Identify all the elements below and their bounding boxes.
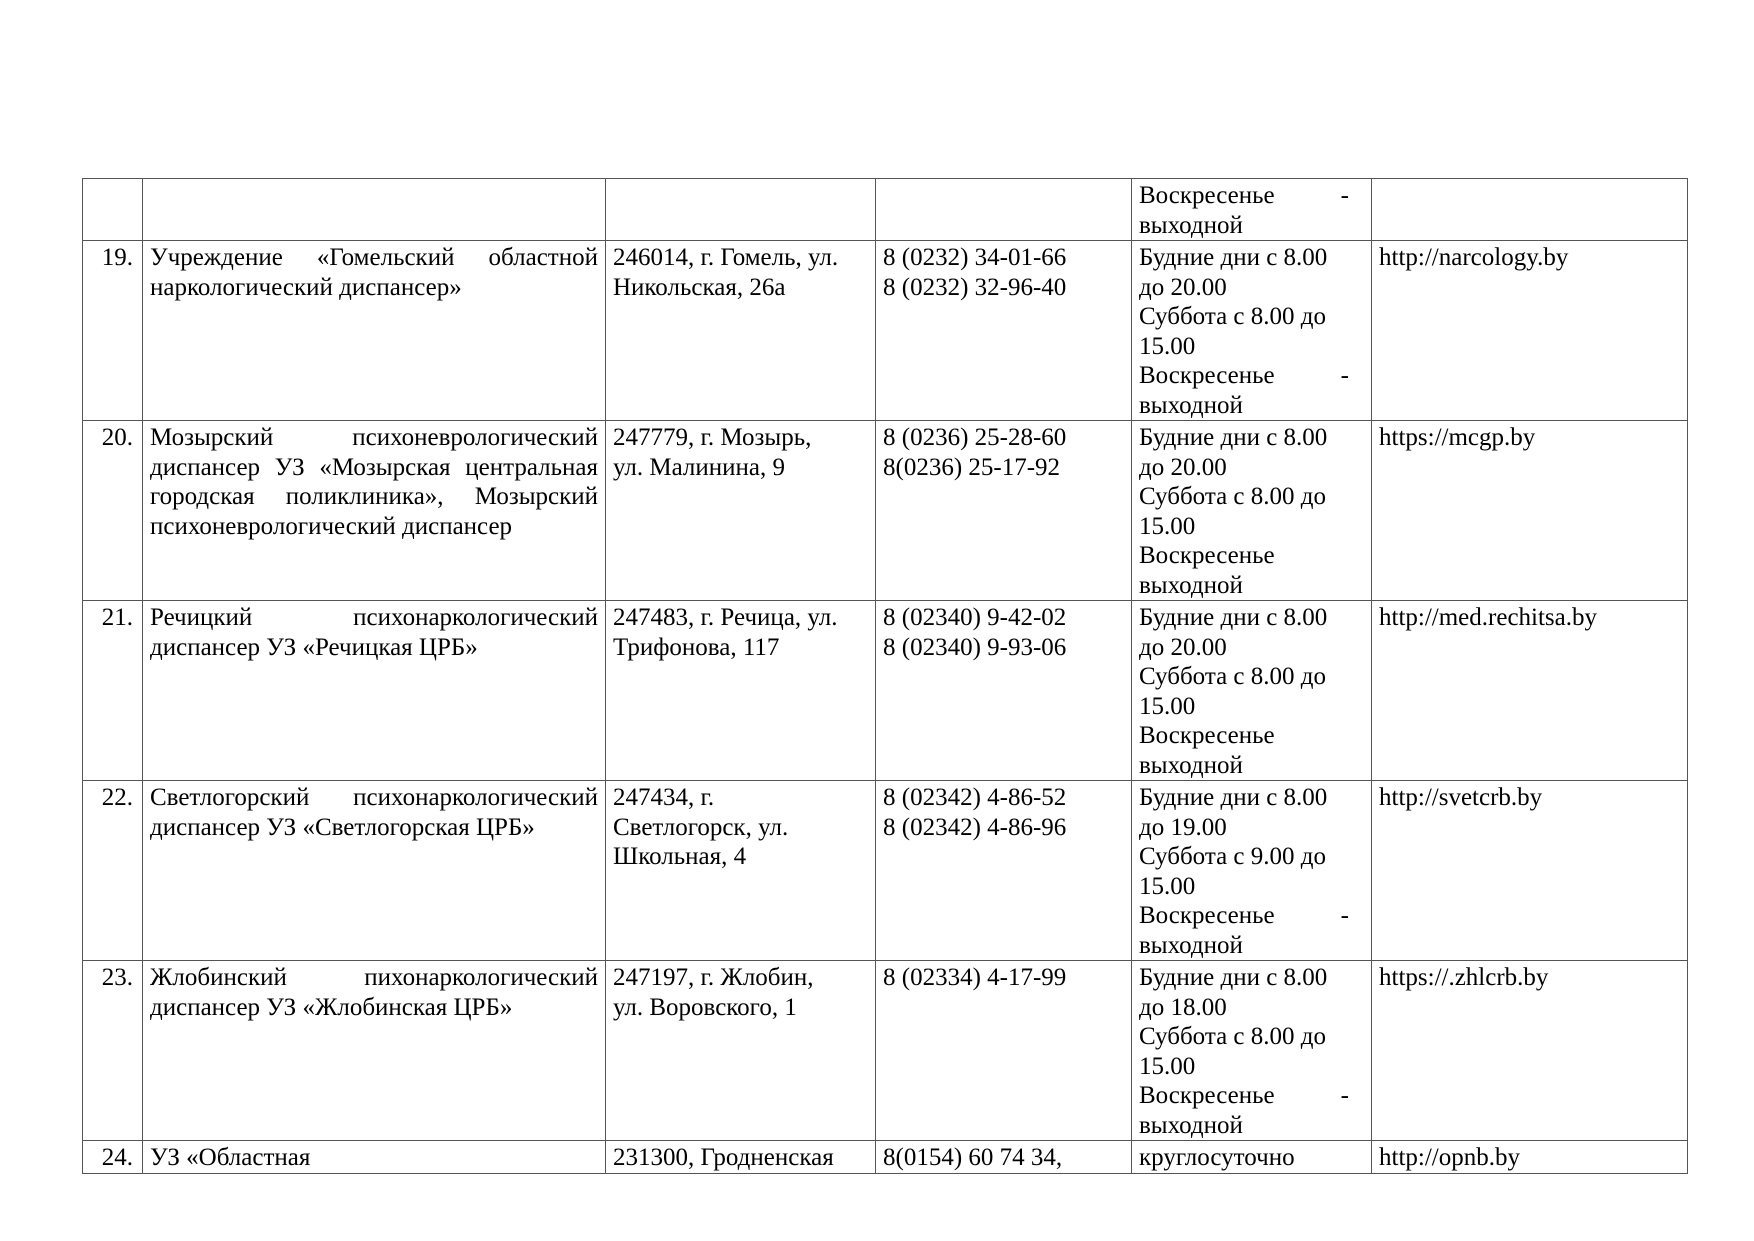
organization-name: Светлогорский психонаркологический диспансер УЗ «Светлогорская ЦРБ» xyxy=(150,784,598,841)
row-number: 20. xyxy=(101,424,133,451)
address-cell xyxy=(606,781,876,961)
phone-number: 8 (02342) 4-86-96 xyxy=(883,813,1067,841)
table-body xyxy=(83,179,1688,1174)
row-number: 22. xyxy=(101,784,133,811)
row-number: 21. xyxy=(101,604,133,631)
table-row xyxy=(83,241,1688,421)
table-row xyxy=(83,601,1688,781)
working-hours-cell xyxy=(1132,601,1372,781)
working-hours-line: выходной xyxy=(1139,931,1243,959)
working-hours-line: 15.00 xyxy=(1139,512,1196,540)
address-line: ул. Малинина, 9 xyxy=(613,453,786,481)
website-link[interactable]: http://narcology.by xyxy=(1379,244,1569,271)
organization-name-cell xyxy=(143,421,606,601)
phones-cell xyxy=(876,421,1132,601)
working-hours-line: круглосуточно xyxy=(1139,1144,1295,1171)
working-hours-line: Будние дни с 8.00 xyxy=(1139,244,1328,271)
row-number: 19. xyxy=(101,244,133,271)
address-cell xyxy=(606,601,876,781)
phone-number: 8 (0232) 34-01-66 xyxy=(883,244,1067,271)
address-cell xyxy=(606,241,876,421)
address-line: ул. Воровского, 1 xyxy=(613,993,797,1021)
website-link[interactable]: https://mcgp.by xyxy=(1379,424,1536,451)
website-cell xyxy=(1372,179,1688,241)
working-hours-cell xyxy=(1132,961,1372,1141)
working-hours-line: выходной xyxy=(1139,1111,1243,1139)
organization-name-cell xyxy=(143,601,606,781)
working-hours-line: выходной xyxy=(1139,391,1243,419)
working-hours-cell xyxy=(1132,421,1372,601)
row-number-cell xyxy=(83,601,143,781)
working-hours-line xyxy=(1139,901,1349,931)
working-hours-line: Суббота с 8.00 до xyxy=(1139,483,1326,510)
organization-name: Мозырский психоневрологический диспансер УЗ «Мозырская центральная городская поликлиника», Мозырский психоневрологический диспансер xyxy=(150,424,598,540)
organization-name: Учреждение «Гомельский областной наркологический диспансер» xyxy=(150,244,598,301)
address-line: 246014, г. Гомель, ул. xyxy=(613,244,839,271)
address-line: Светлогорск, ул. xyxy=(613,813,789,841)
phones-cell xyxy=(876,961,1132,1141)
working-hours-line: до 18.00 xyxy=(1139,993,1227,1021)
address-line: Никольская, 26а xyxy=(613,273,786,301)
working-hours-line: Будние дни с 8.00 xyxy=(1139,784,1328,811)
working-hours-line xyxy=(1139,1081,1349,1111)
phone-number: 8 (0236) 25-28-60 xyxy=(883,424,1067,451)
working-hours-line: Воскресенье xyxy=(1139,722,1275,749)
organizations-table xyxy=(82,178,1688,1174)
dash-separator: - xyxy=(1340,182,1349,209)
phones-cell xyxy=(876,601,1132,781)
working-hours-line: Суббота с 8.00 до xyxy=(1139,303,1326,330)
working-hours-line xyxy=(1139,361,1349,391)
row-number-cell xyxy=(83,781,143,961)
phones-cell xyxy=(876,241,1132,421)
row-number-cell xyxy=(83,421,143,601)
phone-number: 8 (02340) 9-93-06 xyxy=(883,633,1067,661)
working-hours-cell xyxy=(1132,179,1372,241)
website-cell xyxy=(1372,601,1688,781)
website-link[interactable]: http://opnb.by xyxy=(1379,1144,1520,1171)
working-hours-line: до 20.00 xyxy=(1139,453,1227,481)
address-cell xyxy=(606,961,876,1141)
working-hours-line: 15.00 xyxy=(1139,1052,1196,1080)
working-hours-cell xyxy=(1132,781,1372,961)
working-hours-word: Воскресенье xyxy=(1139,362,1275,389)
row-number-cell xyxy=(83,961,143,1141)
working-hours-line: Суббота с 8.00 до xyxy=(1139,663,1326,690)
website-cell xyxy=(1372,781,1688,961)
working-hours-line: выходной xyxy=(1139,211,1243,239)
table-row xyxy=(83,781,1688,961)
organization-name-cell xyxy=(143,241,606,421)
row-number-cell xyxy=(83,1141,143,1174)
phones-cell xyxy=(876,179,1132,241)
website-link[interactable]: http://svetcrb.by xyxy=(1379,784,1543,811)
phone-number: 8 (02340) 9-42-02 xyxy=(883,604,1067,631)
phone-number: 8(0236) 25-17-92 xyxy=(883,453,1061,481)
phone-number: 8 (0232) 32-96-40 xyxy=(883,273,1067,301)
working-hours-cell xyxy=(1132,1141,1372,1174)
phones-cell xyxy=(876,781,1132,961)
organization-name-cell xyxy=(143,1141,606,1174)
row-number: 23. xyxy=(101,964,133,991)
phone-number: 8 (02342) 4-86-52 xyxy=(883,784,1067,811)
website-link[interactable]: https://.zhlcrb.by xyxy=(1379,964,1549,991)
working-hours-line: Будние дни с 8.00 xyxy=(1139,604,1328,631)
organization-name: УЗ «Областная xyxy=(150,1144,311,1171)
website-cell xyxy=(1372,961,1688,1141)
address-line: 247779, г. Мозырь, xyxy=(613,424,812,451)
address-line: Школьная, 4 xyxy=(613,843,747,870)
address-line: 247197, г. Жлобин, xyxy=(613,964,814,991)
address-cell xyxy=(606,1141,876,1174)
table-row xyxy=(83,961,1688,1141)
phone-number: 8 (02334) 4-17-99 xyxy=(883,964,1067,991)
working-hours-cell xyxy=(1132,241,1372,421)
working-hours-line: Будние дни с 8.00 xyxy=(1139,964,1328,991)
working-hours-line: Будние дни с 8.00 xyxy=(1139,424,1328,451)
address-line: 247483, г. Речица, ул. xyxy=(613,604,838,631)
working-hours-line: 15.00 xyxy=(1139,692,1196,720)
address-line: 247434, г. xyxy=(613,784,715,811)
organization-name-cell xyxy=(143,179,606,241)
working-hours-line: 15.00 xyxy=(1139,872,1196,900)
working-hours-word: Воскресенье xyxy=(1139,182,1275,209)
address-line: Трифонова, 117 xyxy=(613,633,780,661)
working-hours-line: до 19.00 xyxy=(1139,813,1227,841)
row-number: 24. xyxy=(101,1144,133,1171)
row-number-cell xyxy=(83,179,143,241)
table-row xyxy=(83,421,1688,601)
organization-name: Жлобинский пихонаркологический диспансер УЗ «Жлобинская ЦРБ» xyxy=(150,964,598,1021)
address-cell xyxy=(606,179,876,241)
working-hours-line: выходной xyxy=(1139,571,1243,599)
organization-name-cell xyxy=(143,781,606,961)
working-hours-line: Воскресенье xyxy=(1139,542,1275,569)
phones-cell xyxy=(876,1141,1132,1174)
working-hours-word: Воскресенье xyxy=(1139,902,1275,929)
row-number-cell xyxy=(83,241,143,421)
website-link[interactable]: http://med.rechitsa.by xyxy=(1379,604,1598,631)
table-row xyxy=(83,1141,1688,1174)
working-hours-line: выходной xyxy=(1139,751,1243,779)
working-hours-line: Суббота с 8.00 до xyxy=(1139,1023,1326,1050)
working-hours-line: до 20.00 xyxy=(1139,273,1227,301)
website-cell xyxy=(1372,1141,1688,1174)
working-hours-line xyxy=(1139,181,1349,211)
working-hours-word: Воскресенье xyxy=(1139,1082,1275,1109)
table-row xyxy=(83,179,1688,241)
dash-separator: - xyxy=(1340,362,1349,389)
dash-separator: - xyxy=(1340,1082,1349,1109)
working-hours-line: 15.00 xyxy=(1139,332,1196,360)
organization-name: Речицкий психонаркологический диспансер УЗ «Речицкая ЦРБ» xyxy=(150,604,598,661)
dash-separator: - xyxy=(1340,902,1349,929)
phone-number: 8(0154) 60 74 34, xyxy=(883,1144,1063,1171)
website-cell xyxy=(1372,421,1688,601)
working-hours-line: Суббота с 9.00 до xyxy=(1139,843,1326,870)
address-cell xyxy=(606,421,876,601)
working-hours-line: до 20.00 xyxy=(1139,633,1227,661)
organization-name-cell xyxy=(143,961,606,1141)
address-line: 231300, Гродненская xyxy=(613,1144,834,1171)
website-cell xyxy=(1372,241,1688,421)
